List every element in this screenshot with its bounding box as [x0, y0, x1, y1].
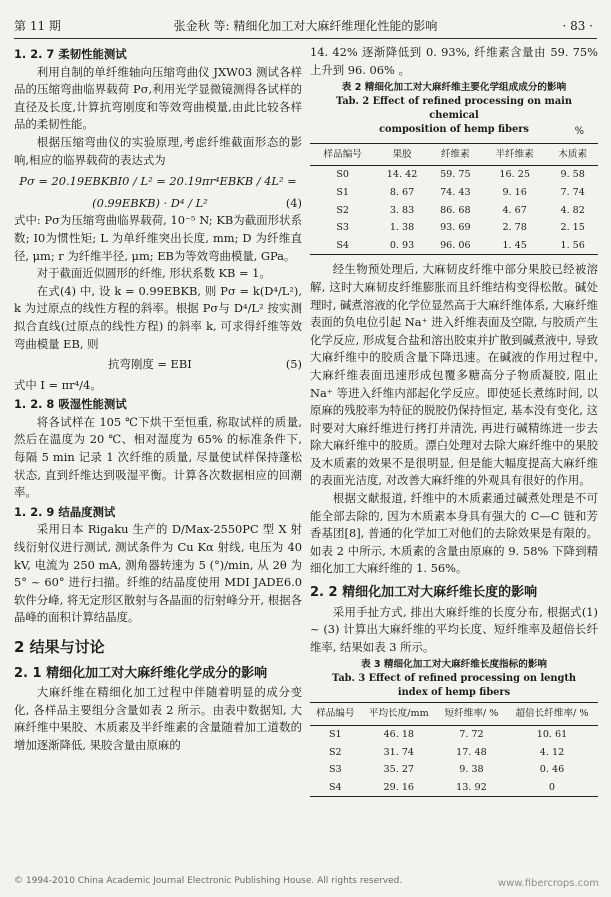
table-cell: 16. 25 [499, 169, 530, 181]
table-cell: 59. 75 [440, 169, 471, 181]
table-2-caption-en-2: composition of hemp fibers [379, 124, 529, 136]
paragraph: 根据文献报道, 纤维中的木质素通过碱煮处理是不可能全部去除的, 因为木质素本身具有强大的 C—C 链和芳香基团[8], 普通的化学加工对他们的去除效果是有限的。如表 2 中所示, 木质素的含量由原麻的 9. 58% 下降到精细化加工大麻纤维的 1. 56%。 [310, 491, 598, 576]
equation-5 [14, 356, 302, 374]
table-cell: 1. 45 [502, 239, 527, 251]
table-cell: 2. 78 [502, 222, 527, 234]
equation-4-line-1: Pσ = 20.19EBKBI0 / L² = 20.19πr⁴EBKB / 4L² = [19, 174, 297, 189]
left-column [14, 44, 302, 755]
table-cell: 86. 68 [440, 204, 471, 216]
table-cell: 35. 27 [383, 764, 415, 776]
table-row [310, 237, 598, 255]
table-cell: 17. 48 [456, 746, 487, 758]
table-cell: 31. 74 [383, 746, 415, 758]
table-cell: S2 [336, 204, 350, 216]
equation-number: (5) [285, 357, 302, 372]
table-row [310, 726, 598, 744]
table-header-cell: 纤维素 [429, 143, 482, 166]
table-cell: S0 [336, 169, 350, 181]
table-header-row [310, 703, 598, 726]
section-1-2-9-title: 1. 2. 9 结晶度测试 [14, 504, 116, 519]
running-title: 张金秋 等: 精细化加工对大麻纤维理化性能的影响 [173, 19, 438, 33]
table-cell: 14. 42 [386, 169, 418, 181]
table-cell: S4 [336, 239, 350, 251]
section-1-2-7-title: 1. 2. 7 柔韧性能测试 [14, 47, 127, 61]
table-header-cell: 样品编号 [310, 703, 361, 726]
table-2-caption-cn: 表 2 精细化加工对大麻纤维主要化学组成成分的影响 [341, 82, 567, 94]
table-2-caption-en-1: Tab. 2 Effect of refined processing on main chemical [335, 96, 573, 122]
table-cell: 9. 58 [560, 169, 585, 181]
table-cell: 1. 38 [389, 222, 415, 234]
paragraph: 式中: Pσ为压缩弯曲临界载荷, 10⁻⁵ N; KB为截面形状系数; I0为惯性矩; L 为单纤维突出长度, mm; D 为纤维直径, μm; r 为纤维半径, μm; EB为等效弯曲模量, GPa。 [14, 213, 302, 263]
equation-4-line-2 [14, 195, 302, 213]
table-row [310, 779, 598, 797]
table-cell: 7. 74 [560, 186, 585, 198]
table-cell: 7. 72 [459, 729, 484, 740]
table-header-cell: 超倍长纤维率/ % [506, 703, 598, 726]
issue-number: 第 11 期 [14, 19, 61, 33]
table-cell: 4. 82 [560, 204, 585, 216]
table-cell: 8. 67 [389, 186, 415, 198]
table-cell: 4. 12 [539, 746, 565, 758]
running-header [14, 16, 597, 39]
table-row [310, 219, 598, 237]
table-row [310, 761, 598, 779]
table-cell: S4 [328, 781, 342, 793]
equation-4-expression: (0.99EBKB) · D⁴ / L² [92, 195, 208, 210]
table-header-cell: 样品编号 [310, 143, 375, 166]
paragraph: 采用手扯方式, 排出大麻纤维的长度分布, 根据式(1) ~ (3) 计算出大麻纤维的平均长度、短纤维率及超倍长纤维率, 结果如表 3 所示。 [310, 604, 598, 654]
copyright-footer: © 1994-2010 China Academic Journal Electronic Publishing House. All rights reserved. [14, 876, 403, 887]
table-header-cell: 木质素 [547, 143, 598, 166]
table-header-cell: 半纤维素 [482, 143, 547, 166]
table-3-caption-en-1: Tab. 3 Effect of refined processing on length [331, 673, 577, 685]
table-cell: 1. 56 [560, 239, 585, 251]
table-cell: 4. 67 [502, 204, 527, 216]
table-header-cell: 短纤维率/ % [437, 703, 506, 726]
table-cell: 96. 06 [440, 239, 471, 251]
table-header-row [310, 143, 598, 166]
paragraph: 利用自制的单纤维轴向压缩弯曲仪 JXW03 测试各样品的压缩弯曲临界载荷 Pσ,利用光学显微镜测得各试样的直径及长度,计算抗弯刚度和等效弯曲模量,由此比较各样品的柔韧性能。 [14, 64, 302, 132]
table-cell: 74. 43 [440, 186, 471, 198]
table-cell: S3 [328, 764, 342, 776]
table-2-unit: % [574, 126, 584, 138]
table-cell: 2. 15 [560, 222, 585, 234]
table-cell: 0. 46 [539, 764, 565, 776]
paragraph: 在式(4) 中, 设 k = 0.99EBKB, 则 Pσ = k(D⁴/L²), k 为过原点的线性方程的斜率。根据 Pσ与 D⁴/L² 按实测拟合直线(过原点的线性方程) 的斜率 k, 可求得纤维等效弯曲模量 EB, 则 [14, 283, 302, 351]
section-2-2-title: 2. 2 精细化加工对大麻纤维长度的影响 [310, 585, 538, 601]
table-row [310, 166, 598, 184]
section-1-2-8-title: 1. 2. 8 吸湿性能测试 [14, 397, 127, 412]
section-2-1-title: 2. 1 精细化加工对大麻纤维化学成分的影响 [14, 665, 268, 681]
table-2 [310, 143, 598, 256]
table-row [310, 202, 598, 220]
table-cell: 29. 16 [383, 781, 415, 793]
table-header-cell: 平均长度/mm [361, 703, 437, 726]
table-cell: S3 [336, 222, 350, 234]
equation-5-expression: 抗弯刚度 = EBI [108, 357, 192, 372]
table-cell: 46. 18 [383, 729, 415, 740]
paragraph: 根据压缩弯曲仪的实验原理,考虑纤维截面形态的影响,相应的临界载荷的表达式为 [14, 134, 302, 167]
table-header-cell: 果胶 [375, 143, 428, 166]
table-cell: S1 [336, 186, 350, 198]
section-2-title: 2 结果与讨论 [14, 638, 105, 656]
table-cell: 93. 69 [440, 222, 471, 234]
table-cell: S2 [328, 746, 342, 758]
table-cell: 3. 83 [389, 204, 415, 216]
table-cell: S1 [328, 729, 342, 740]
table-cell: 0 [548, 781, 556, 793]
table-3 [310, 702, 598, 797]
page-number: · 83 · [562, 19, 593, 33]
table-3-caption-en-2: index of hemp fibers [397, 687, 511, 699]
paragraph: 式中 I = πr⁴/4。 [14, 377, 102, 392]
paragraph: 将各试样在 105 ℃下烘干至恒重, 称取试样的质量, 然后在温度为 20 ℃、相对湿度为 65% 的标准条件下, 每隔 5 min 记录 1 次纤维的质量, 尽量使试样保持蓬松状态, 直到纤维达到吸湿平衡。计算各次数据相应的回潮率。 [14, 414, 302, 500]
paragraph: 对于截面近似圆形的纤维, 形状系数 KB = 1。 [36, 266, 271, 281]
table-cell: 9. 16 [502, 186, 527, 198]
table-row [310, 184, 598, 202]
equation-number: (4) [285, 195, 302, 210]
table-row [310, 744, 598, 762]
paragraph: 大麻纤维在精细化加工过程中伴随着明显的成分变化, 各样品主要组分含量如表 2 所示。由表中数据知, 大麻纤维中果胶、木质素及半纤维素的含量随着加工道数的增加逐渐降低, 果胶含量由原麻的 [14, 685, 302, 752]
paragraph: 经生物预处理后, 大麻韧皮纤维中部分果胶已经被溶解, 这时大麻韧皮纤维膨胀而且纤维结构变得松散。碱处理时, 碱煮溶液的化学位显然高于大麻纤维体系, 大麻纤维表面的负电位引起 Na⁺ 进入纤维表面及空隙, 与胶质产生化学反应, 形成复合盐和溶出胶束并扩散到碱煮液中, 导致大麻纤维中的胶质含量下降迅速。在碱液的作用过程中, 大麻纤维表面迅速形成包覆多糖高分子物质凝胶, 阻止 Na⁺ 等进入纤维内部起化学反应。即使延长煮练时间, 以原麻的残胶率为特征的脱胶仍保持恒定, 基本没有变化, 这时要对大麻纤维进行拷打并清洗, 再进行碱精练进一步去除大麻纤维中的胶质。漂白处理对去除大麻纤维中的果胶及木质素的效果不是很明显, 但是能大幅度提高大麻纤维的表面光洁度, 对改善大麻纤维的外观具有很好的作用。 [310, 262, 598, 488]
table-cell: 10. 61 [536, 729, 568, 740]
right-column [310, 44, 598, 797]
table-cell: 0. 93 [389, 239, 415, 251]
table-3-caption-cn: 表 3 精细化加工对大麻纤维长度指标的影响 [360, 659, 548, 671]
table-cell: 13. 92 [456, 781, 487, 793]
paragraph-continued: 14. 42% 逐渐降低到 0. 93%, 纤维素含量由 59. 75% 上升到 96. 06% 。 [310, 45, 598, 77]
watermark: www.fibercrops.com [497, 878, 599, 890]
table-cell: 9. 38 [459, 764, 484, 776]
paragraph: 采用日本 Rigaku 生产的 D/Max-2550PC 型 X 射线衍射仪进行测试, 测试条件为 Cu Kα 射线, 电压为 40 kV, 电流为 250 mA, 测角器转速为 5 (°)/min, 从 2θ 为 5° ~ 60° 进行扫描。纤维的结晶度使用 MDI JADE6.0 软件分峰, 将无定形区散射与各晶面的衍射峰分开, 根据各晶峰的面积计算结晶度。 [14, 522, 302, 625]
